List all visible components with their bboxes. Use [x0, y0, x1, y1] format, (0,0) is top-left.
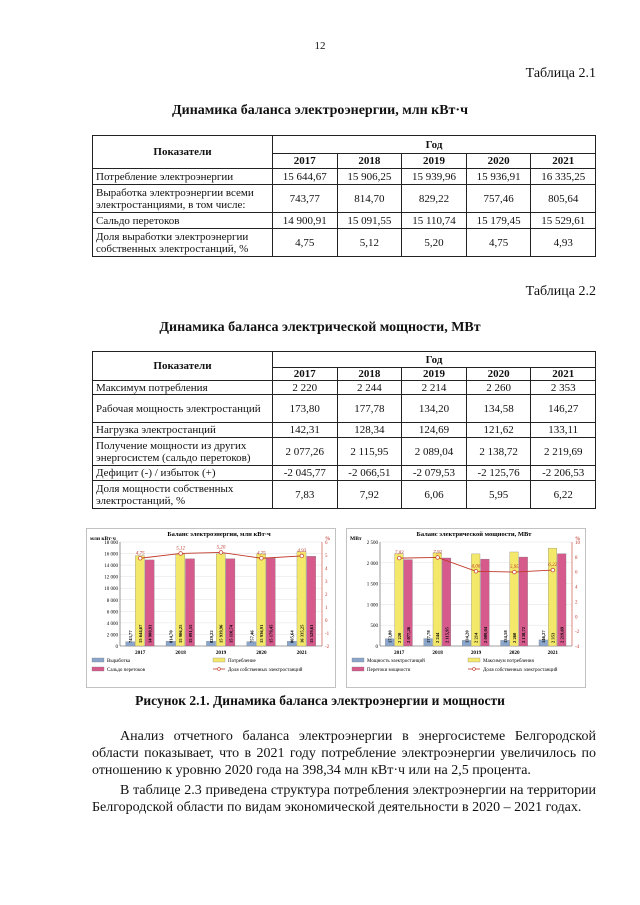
bar-data-label: 134,58	[502, 630, 508, 643]
cell: 4,75	[466, 229, 531, 257]
legend-label: Максимум потребления	[483, 659, 534, 664]
cell: 142,31	[273, 423, 338, 438]
cell: 14 900,91	[273, 213, 338, 229]
table2-year: 2018	[337, 368, 402, 381]
cell: 743,77	[273, 185, 338, 213]
y-tick-label: 2 500	[366, 541, 378, 546]
y-tick-label: 8 000	[106, 598, 118, 604]
x-tick-label: 2020	[256, 650, 267, 656]
cell: 15 644,67	[273, 169, 338, 185]
y2-tick-label: 2	[575, 600, 578, 606]
y-tick-label: 500	[370, 624, 378, 630]
line-data-label: 4,75	[135, 551, 145, 557]
cell: 7,92	[337, 481, 402, 509]
legend-label: Мощность электростанций	[367, 659, 425, 664]
line-data-label: 4,75	[257, 551, 266, 557]
cell: 2 219,69	[531, 438, 596, 466]
bar-data-label: 15 529,61	[309, 624, 315, 643]
legend-swatch-marker	[473, 668, 476, 671]
table2-year: 2021	[531, 368, 596, 381]
line-point	[300, 554, 304, 558]
y-tick-label: 4 000	[106, 621, 118, 627]
cell: 2 115,95	[337, 438, 402, 466]
table2-group-header: Год	[273, 352, 596, 368]
row-label: Сальдо перетоков	[93, 213, 273, 229]
row-label: Доля мощности собственных электростанций, %	[93, 481, 273, 509]
legend-label: Перетоки мощности	[367, 668, 411, 673]
table1-year: 2019	[402, 154, 467, 169]
x-tick-label: 2020	[509, 650, 520, 656]
bar-data-label: 15 939,96	[218, 624, 224, 643]
row-label: Получение мощности из других энергосистем (сальдо перетоков)	[93, 438, 273, 466]
figure-caption: Рисунок 2.1. Динамика баланса электроэнергии и мощности	[135, 693, 505, 708]
bar-data-label: 2 220	[396, 632, 402, 643]
line-point	[219, 551, 223, 555]
table2-year: 2020	[466, 368, 531, 381]
chart-title: Баланс электроэнергии, млн кВт·ч	[167, 531, 271, 538]
line-data-label: 7,92	[433, 550, 442, 556]
bar-data-label: 15 644,67	[137, 624, 143, 643]
cell: 133,11	[531, 423, 596, 438]
cell: 2 353	[531, 381, 596, 395]
line-point	[551, 568, 555, 572]
cell: -2 045,77	[273, 466, 338, 481]
cell: 5,12	[337, 229, 402, 257]
table-row	[93, 185, 596, 213]
cell: 15 936,91	[466, 169, 531, 185]
row-label: Рабочая мощность электростанций	[93, 395, 273, 423]
paragraph-1-text: Анализ отчетного баланса электроэнергии в энергосистеме Белгородской области показывает, что в 2021 году потребление электроэнергии увеличилось по отношению к уровню 2020 года на 398,34 млн кВт·ч или на 2,5 процента.	[92, 729, 596, 778]
paragraph-2-text: В таблице 2.3 приведена структура потребления электроэнергии на территории Белгородской области по видам экономической деятельности в 2020 – 2021 годах.	[92, 783, 596, 815]
table-row	[93, 229, 596, 257]
cell: 814,70	[337, 185, 402, 213]
legend-swatch	[92, 667, 104, 671]
table2-col-header: Показатели	[93, 352, 273, 381]
y2-tick-label: 6	[575, 570, 578, 576]
row-label: Нагрузка электростанций	[93, 423, 273, 438]
table1-year: 2021	[531, 154, 596, 169]
line-data-label: 5,95	[510, 565, 519, 571]
bar-data-label: 2 260	[512, 632, 517, 643]
y-tick-label: 10 000	[104, 587, 118, 593]
legend-swatch	[213, 658, 225, 662]
table-row	[93, 169, 596, 185]
line-data-label: 6,22	[548, 563, 558, 569]
table-row	[93, 423, 596, 438]
y2-tick-label: 8	[575, 555, 578, 561]
y2-tick-label: -4	[575, 645, 580, 650]
y-tick-label: 16 000	[104, 552, 118, 558]
table1-caption: Таблица 2.1	[525, 66, 596, 81]
y2-tick-label: -1	[325, 632, 330, 637]
x-tick-label: 2021	[296, 650, 307, 656]
bar-data-label: 2 244	[435, 632, 441, 643]
y-tick-label: 1 000	[366, 603, 378, 609]
cell: 15 906,25	[337, 169, 402, 185]
bar-data-label: 15 091,55	[187, 624, 193, 643]
page-number: 12	[314, 40, 326, 52]
bar-data-label: 15 906,25	[178, 624, 184, 643]
y-tick-label: 14 000	[104, 564, 118, 570]
y2-tick-label: -2	[575, 630, 580, 636]
bar-data-label: 2 138,72	[521, 626, 527, 643]
cell: -2 206,53	[531, 466, 596, 481]
cell: 5,95	[466, 481, 531, 509]
table-row	[93, 213, 596, 229]
table2-year: 2017	[273, 368, 338, 381]
table-row	[93, 395, 596, 423]
line-point	[138, 556, 142, 560]
table1-year: 2018	[337, 154, 402, 169]
cell: 173,80	[273, 395, 338, 423]
x-tick-label: 2019	[470, 650, 482, 656]
charts-area	[86, 528, 586, 688]
x-tick-label: 2017	[394, 650, 405, 656]
bar-data-label: 2 077,26	[406, 626, 412, 643]
bar-data-label: 2 219,69	[559, 626, 565, 643]
line-point	[474, 569, 478, 573]
bar-data-label: 15 936,91	[259, 624, 264, 643]
bar-data-label: 743,77	[128, 630, 134, 643]
cell: 2 260	[466, 381, 531, 395]
bar-data-label: 177,78	[425, 630, 431, 643]
y2-tick-label: -2	[325, 645, 330, 650]
cell: 15 091,55	[337, 213, 402, 229]
cell: 146,27	[531, 395, 596, 423]
cell: 2 089,04	[402, 438, 467, 466]
table2-year: 2019	[402, 368, 467, 381]
line-data-label: 5,12	[176, 546, 185, 552]
power-balance-table	[92, 351, 596, 509]
x-tick-label: 2018	[175, 650, 186, 656]
table2-caption: Таблица 2.2	[525, 284, 596, 299]
cell: 2 220	[273, 381, 338, 395]
y2-tick-label: 0	[325, 619, 328, 624]
y2-tick-label: 4	[575, 585, 578, 591]
legend-swatch	[92, 658, 104, 662]
y-tick-label: 18 000	[104, 541, 118, 546]
paragraph-1	[92, 728, 596, 779]
x-tick-label: 2017	[135, 650, 146, 656]
y2-tick-label: 2	[325, 593, 328, 598]
bar-data-label: 173,80	[387, 630, 393, 643]
cell: 805,64	[531, 185, 596, 213]
table1-year: 2020	[466, 154, 531, 169]
legend-label: Доля собственных электростанций	[483, 668, 558, 673]
legend-label: Доля собственных электростанций	[228, 668, 303, 673]
table2-title: Динамика баланса электрической мощности, МВт	[159, 320, 481, 335]
cell: -2 125,76	[466, 466, 531, 481]
line-point	[436, 556, 440, 560]
line-point	[513, 570, 517, 574]
cell: 121,62	[466, 423, 531, 438]
line-point	[260, 556, 264, 560]
cell: 2 138,72	[466, 438, 531, 466]
legend-swatch	[468, 658, 480, 662]
table1-group-header: Год	[273, 136, 596, 154]
row-label: Выработка электроэнергии всеми электростанциями, в том числе:	[93, 185, 273, 213]
line-data-label: 5,20	[216, 545, 226, 551]
cell: -2 066,51	[337, 466, 402, 481]
paragraph-2	[92, 782, 596, 816]
y2-tick-label: 0	[575, 615, 578, 621]
row-label: Потребление электроэнергии	[93, 169, 273, 185]
bar-data-label: 829,22	[208, 630, 214, 643]
cell: 15 179,45	[466, 213, 531, 229]
cell: 16 335,25	[531, 169, 596, 185]
cell: 2 214	[402, 381, 467, 395]
cell: 757,46	[466, 185, 531, 213]
cell: 134,58	[466, 395, 531, 423]
table1-year: 2017	[273, 154, 338, 169]
legend-label: Сальдо перетоков	[107, 668, 145, 673]
cell: 15 110,74	[402, 213, 467, 229]
y-axis-label: млн кВт·ч	[90, 536, 116, 542]
x-tick-label: 2019	[215, 650, 227, 656]
y2-axis-label: %	[325, 536, 331, 542]
line-data-label: 4,93	[297, 548, 307, 554]
bar-data-label: 16 335,25	[299, 624, 305, 643]
bar-data-label: 2 089,04	[482, 626, 488, 643]
bar-data-label: 146,27	[541, 630, 547, 643]
legend-swatch	[352, 658, 364, 662]
cell: 2 077,26	[273, 438, 338, 466]
row-label: Доля выработки электроэнергии собственных электростанций, %	[93, 229, 273, 257]
bar-data-label: 14 900,91	[147, 624, 153, 643]
y2-tick-label: 1	[325, 606, 328, 611]
row-label: Максимум потребления	[93, 381, 273, 395]
electricity-balance-table	[92, 135, 596, 257]
y-tick-label: 1 500	[366, 582, 378, 588]
bar-data-label: 2 115,95	[444, 627, 450, 643]
y2-tick-label: 3	[325, 580, 328, 585]
table-row	[93, 481, 596, 509]
y2-axis-label: %	[575, 536, 581, 542]
y-tick-label: 12 000	[104, 575, 118, 581]
x-tick-label: 2018	[432, 650, 443, 656]
line-point	[397, 556, 401, 560]
table1-col-header: Показатели	[93, 136, 273, 169]
bar-data-label: 814,70	[168, 630, 174, 643]
row-label: Дефицит (-) / избыток (+)	[93, 466, 273, 481]
legend-swatch	[352, 667, 364, 671]
bar-data-label: 134,20	[464, 630, 470, 643]
energy-balance-chart	[86, 528, 336, 688]
table-row	[93, 438, 596, 466]
bar-1	[395, 554, 404, 646]
cell: 7,83	[273, 481, 338, 509]
cell: 2 244	[337, 381, 402, 395]
legend-swatch-marker	[218, 668, 221, 671]
x-tick-label: 2021	[547, 650, 558, 656]
chart-title: Баланс электрической мощности, МВт	[416, 531, 532, 538]
y-tick-label: 2 000	[366, 561, 378, 567]
bar-data-label: 757,46	[249, 630, 255, 643]
y-tick-label: 0	[115, 645, 118, 650]
power-balance-chart	[346, 528, 586, 688]
cell: 177,78	[337, 395, 402, 423]
y-tick-label: 2 000	[106, 633, 118, 639]
cell: 134,20	[402, 395, 467, 423]
y2-tick-label: 5	[325, 554, 328, 559]
legend-label: Выработка	[107, 659, 131, 664]
cell: 6,06	[402, 481, 467, 509]
cell: 15 939,96	[402, 169, 467, 185]
line-data-label: 6,06	[471, 564, 481, 570]
bar-data-label: 15 179,45	[268, 624, 274, 643]
bar-1	[433, 553, 442, 646]
cell: 4,93	[531, 229, 596, 257]
cell: 6,22	[531, 481, 596, 509]
y2-tick-label: 10	[575, 541, 580, 546]
bar-data-label: 2 353	[550, 632, 556, 643]
table-row	[93, 466, 596, 481]
table-row	[93, 381, 596, 395]
y-tick-label: 0	[375, 645, 378, 650]
bar-data-label: 15 110,74	[228, 624, 234, 643]
cell: 128,34	[337, 423, 402, 438]
cell: -2 079,53	[402, 466, 467, 481]
cell: 5,20	[402, 229, 467, 257]
table1-title: Динамика баланса электроэнергии, млн кВт·ч	[172, 103, 468, 118]
bar-data-label: 2 214	[473, 632, 479, 643]
y2-tick-label: 6	[325, 541, 328, 546]
cell: 124,69	[402, 423, 467, 438]
y-tick-label: 6 000	[106, 610, 118, 616]
line-point	[179, 552, 183, 556]
legend-label: Потребление	[228, 659, 256, 664]
line-data-label: 7,83	[394, 551, 404, 557]
cell: 829,22	[402, 185, 467, 213]
y2-tick-label: 4	[325, 567, 328, 572]
cell: 15 529,61	[531, 213, 596, 229]
bar-data-label: 805,64	[289, 630, 295, 643]
y-axis-label: МВт	[350, 536, 362, 542]
cell: 4,75	[273, 229, 338, 257]
